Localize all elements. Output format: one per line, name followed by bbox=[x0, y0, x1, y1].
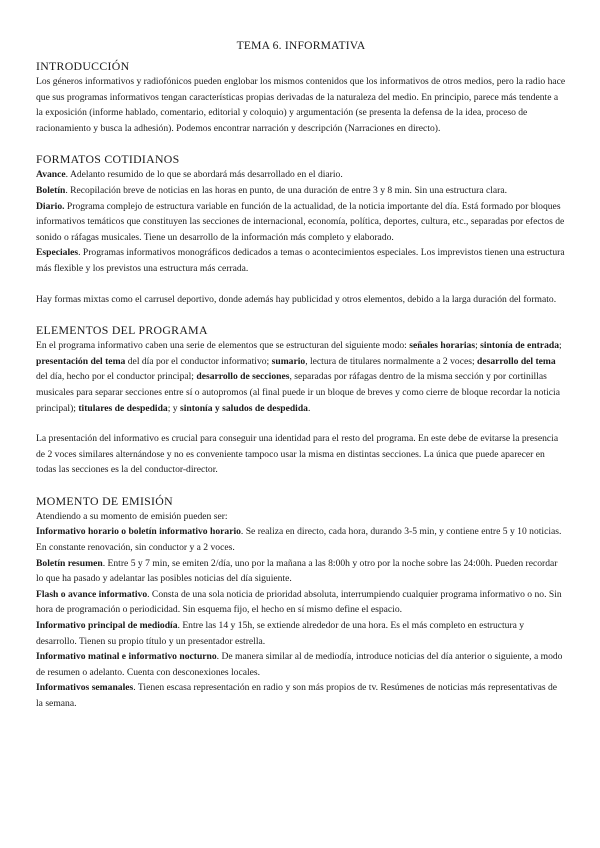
element-text: ; bbox=[475, 340, 481, 352]
momento-term: Informativo principal de mediodía bbox=[36, 620, 178, 632]
momento-item-matinal bbox=[36, 649, 566, 680]
momento-lead: Atendiendo a su momento de emisión pueden ser: bbox=[36, 510, 228, 522]
formatos-heading: FORMATOS COTIDIANOS bbox=[36, 152, 180, 167]
element-text: , separadas por ráfagas dentro de la misma sección y por cortinillas musicales para separar secciones entre sí o autopromos (al final puede ir un bloque de breves y como cierre de bloque recordar la noticia principal); bbox=[36, 371, 560, 414]
momento-text: . Entre las 14 y 15h, se extiende alrededor de una hora. Es el más completo en estructura y desarrollo. Tienen su propio título y un presentador estrella. bbox=[36, 620, 525, 647]
momento-text: . Tienen escasa representación en radio y son más propios de tv. Resúmenes de noticias más representativas de la semana. bbox=[36, 682, 558, 709]
momento-term: Informativo matinal e informativo nocturno bbox=[36, 651, 217, 663]
element-term: titulares de despedida bbox=[78, 402, 168, 414]
formato-term: Avance bbox=[36, 169, 66, 181]
formato-text: . Adelanto resumido de lo que se abordará más desarrollado en el diario. bbox=[65, 169, 343, 181]
element-text: En el programa informativo caben una serie de elementos que se estructuran del siguiente modo: bbox=[36, 340, 410, 352]
formato-item-diario bbox=[36, 199, 566, 246]
elementos-heading: ELEMENTOS DEL PROGRAMA bbox=[36, 323, 208, 338]
element-term: sintonía y saludos de despedida bbox=[180, 402, 308, 414]
momento-term: Informativos semanales bbox=[36, 682, 134, 694]
element-text: del día, hecho por el conductor principal; bbox=[36, 371, 197, 383]
element-term: sumario bbox=[271, 355, 306, 367]
element-text: . bbox=[307, 402, 311, 414]
momento-text: . De manera similar al de mediodía, introduce noticias del día anterior o siguiente, a modo de resumen o adelanto. Cuenta con desconexiones locales. bbox=[36, 651, 563, 678]
formato-term: Diario. bbox=[36, 200, 65, 212]
element-term: presentación del tema bbox=[36, 355, 126, 367]
element-term: señales horarias bbox=[409, 340, 476, 352]
formatos-list bbox=[36, 167, 566, 276]
element-term: desarrollo de secciones bbox=[196, 371, 290, 383]
intro-paragraph: Los géneros informativos y radiofónicos pueden englobar los mismos contenidos que los informativos de otros medios, pero la radio hace que sus programas informativos tengan características propias derivadas de la naturaleza del medio. En principio, parece más tendente a la exposición (informe hablado, comentario, editorial y coloquio) y argumentación (se presenta la defensa de la idea, proceso de racionamiento y busca la adhesión). Podemos encontrar narración y descripción (Narraciones en directo). bbox=[36, 76, 566, 134]
elementos-paragraph-2: La presentación del informativo es crucial para conseguir una identidad para el resto del programa. En este debe de evitarse la presencia de 2 voces similares alternándose y no es conveniente tampoco usar la misma en distintas secciones. La única que puede aparecer en todas las secciones es la del conductor-director. bbox=[36, 433, 559, 476]
intro-heading: INTRODUCCIÓN bbox=[36, 59, 130, 73]
formato-term: Boletín bbox=[36, 184, 66, 196]
element-term: sintonía de entrada bbox=[480, 340, 560, 352]
page-title: TEMA 6. INFORMATIVA bbox=[236, 39, 366, 52]
momento-heading: MOMENTO DE EMISIÓN bbox=[36, 493, 173, 508]
formato-term: Especiales bbox=[36, 247, 79, 259]
momento-list bbox=[36, 524, 566, 711]
momento-text: . Se realiza en directo, cada hora, durando 3-5 min, y contiene entre 5 y 10 noticias. En constante renovación, sin conductor y a 2 voces. bbox=[36, 526, 562, 554]
momento-item-horario bbox=[36, 524, 566, 555]
formato-text: . Recopilación breve de noticias en las horas en punto, de una duración de entre 3 y 8 min. Sin una estructura clara. bbox=[65, 184, 508, 196]
momento-item-flash bbox=[36, 587, 566, 618]
momento-item-mediodia bbox=[36, 618, 566, 649]
formato-text: Programa complejo de estructura variable en función de la actualidad, de la noticia importante del día. Está formado por bloques informativos temáticos que constituyen las secciones de internacional, economía, política, deportes, cultura, etc., separadas por efectos de sonido o ráfagas musicales. Tiene un desarrollo de la información más completo y elaborado. bbox=[36, 200, 565, 243]
element-text: , lectura de titulares normalmente a 2 voces; bbox=[305, 355, 478, 367]
formato-item-especiales bbox=[36, 245, 566, 276]
momento-term: Boletín resumen bbox=[36, 557, 103, 569]
momento-item-semanales bbox=[36, 680, 566, 711]
formato-text: . Programas informativos monográficos dedicados a temas o acontecimientos especiales. Los imprevistos tienen una estructura más flexible y los previstos una estructura más cerrada. bbox=[36, 247, 565, 274]
formatos-note: Hay formas mixtas como el carrusel deportivo, donde además hay publicidad y otros elementos, debido a la larga duración del formato. bbox=[36, 293, 557, 305]
formato-item-avance bbox=[36, 167, 566, 183]
element-text: del día por el conductor informativo; bbox=[125, 355, 272, 367]
momento-item-resumen bbox=[36, 556, 566, 587]
element-term: desarrollo del tema bbox=[477, 355, 556, 367]
momento-text: . Consta de una sola noticia de prioridad absoluta, interrumpiendo cualquier programa informativo o no. Sin hora de programación o periodicidad. Sin esquema fijo, el hecho en sí mismo define el espacio. bbox=[36, 588, 562, 616]
momento-term: Informativo horario o boletín informativo horario bbox=[36, 526, 241, 538]
element-text: ; bbox=[559, 340, 562, 352]
elementos-paragraph-1 bbox=[36, 338, 566, 416]
momento-term: Flash o avance informativo bbox=[36, 588, 148, 600]
element-text: ; y bbox=[167, 402, 180, 414]
momento-text: . Entre 5 y 7 min, se emiten 2/día, uno por la mañana a las 8:00h y otro por la noche sobre las 24:00h. Pueden recordar lo que ha pasado y adelantar las posibles noticias del día siguiente. bbox=[36, 557, 558, 585]
formato-item-boletin bbox=[36, 183, 566, 199]
